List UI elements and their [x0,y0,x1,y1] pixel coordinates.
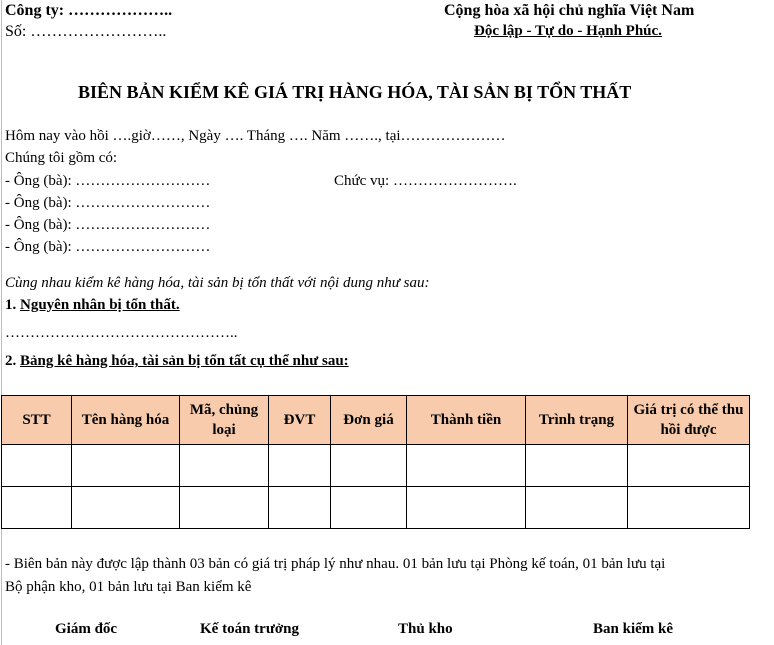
column-header-unit: ĐVT [269,396,331,445]
table-cell[interactable] [269,445,331,487]
table-cell[interactable] [180,487,269,529]
member-line: - Ông (bà): ……………………… [5,195,211,211]
loss-inventory-table [1,395,750,529]
section2-heading [5,353,349,370]
column-header-recoverable-value: Giá trị có thể thu hồi được [628,396,750,445]
position-line: Chức vụ: ……………………. [334,173,517,189]
member-line: - Ông (bà): ……………………… [5,239,211,255]
note-line-1: - Biên bản này được lập thành 03 bản có giá trị pháp lý như nhau. 01 bản lưu tại Phòng kế toán, 01 bản lưu tại [5,556,666,572]
table-cell[interactable] [2,487,72,529]
column-header-amount: Thành tiền [407,396,526,445]
section1-title: Nguyên nhân bị tổn thất. [20,297,180,313]
section1-dots: ……………………………………….. [5,325,238,341]
table-cell[interactable] [331,445,407,487]
intro-members-heading: Chúng tôi gồm có: [5,150,118,166]
member-line: - Ông (bà): ……………………… [5,173,211,189]
table-cell[interactable] [526,487,628,529]
column-header-condition: Trình trạng [526,396,628,445]
signature-chief-accountant: Kế toán trưởng [200,621,299,637]
motto: Độc lập - Tự do - Hạnh Phúc. [474,23,662,39]
section1-number: 1. [5,297,17,313]
company-line: Công ty: ……………….. [5,2,173,19]
member-line: - Ông (bà): ……………………… [5,217,211,233]
table-cell[interactable] [331,487,407,529]
signature-storekeeper: Thủ kho [398,621,453,637]
table-cell[interactable] [526,445,628,487]
section2-number: 2. [5,353,17,369]
column-header-item-name: Tên hàng hóa [72,396,180,445]
column-header-unit-price: Đơn giá [331,396,407,445]
document-number-line: Số: …………………….. [5,23,167,40]
section2-title: Bảng kê hàng hóa, tài sản bị tổn tất cụ thể như sau: [20,353,349,369]
column-header-code-type: Mã, chủng loại [180,396,269,445]
section1-heading [5,297,180,314]
table-row [2,445,750,487]
column-header-stt: STT [2,396,72,445]
table-cell[interactable] [72,487,180,529]
table-cell[interactable] [407,445,526,487]
table-cell[interactable] [628,445,750,487]
table-cell[interactable] [269,487,331,529]
table-cell[interactable] [407,487,526,529]
table-cell[interactable] [180,445,269,487]
together-statement: Cùng nhau kiểm kê hàng hóa, tài sản bị tổn thất với nội dung như sau: [5,275,430,291]
table-header-row [2,396,750,445]
signature-inventory-board: Ban kiểm kê [593,621,674,637]
note-line-2: Bộ phận kho, 01 bản lưu tại Ban kiểm kê [5,579,252,595]
table-cell[interactable] [628,487,750,529]
nation-title: Cộng hòa xã hội chủ nghĩa Việt Nam [444,2,695,19]
table-cell[interactable] [2,445,72,487]
intro-date-line: Hôm nay vào hồi ….giờ……, Ngày …. Tháng …. Năm ……., tại………………… [5,128,506,144]
signature-director: Giám đốc [55,621,118,637]
table-row [2,487,750,529]
table-cell[interactable] [72,445,180,487]
document-title: BIÊN BẢN KIỂM KÊ GIÁ TRỊ HÀNG HÓA, TÀI SẢN BỊ TỔN THẤT [78,82,632,102]
sheet-left-border [1,0,2,645]
